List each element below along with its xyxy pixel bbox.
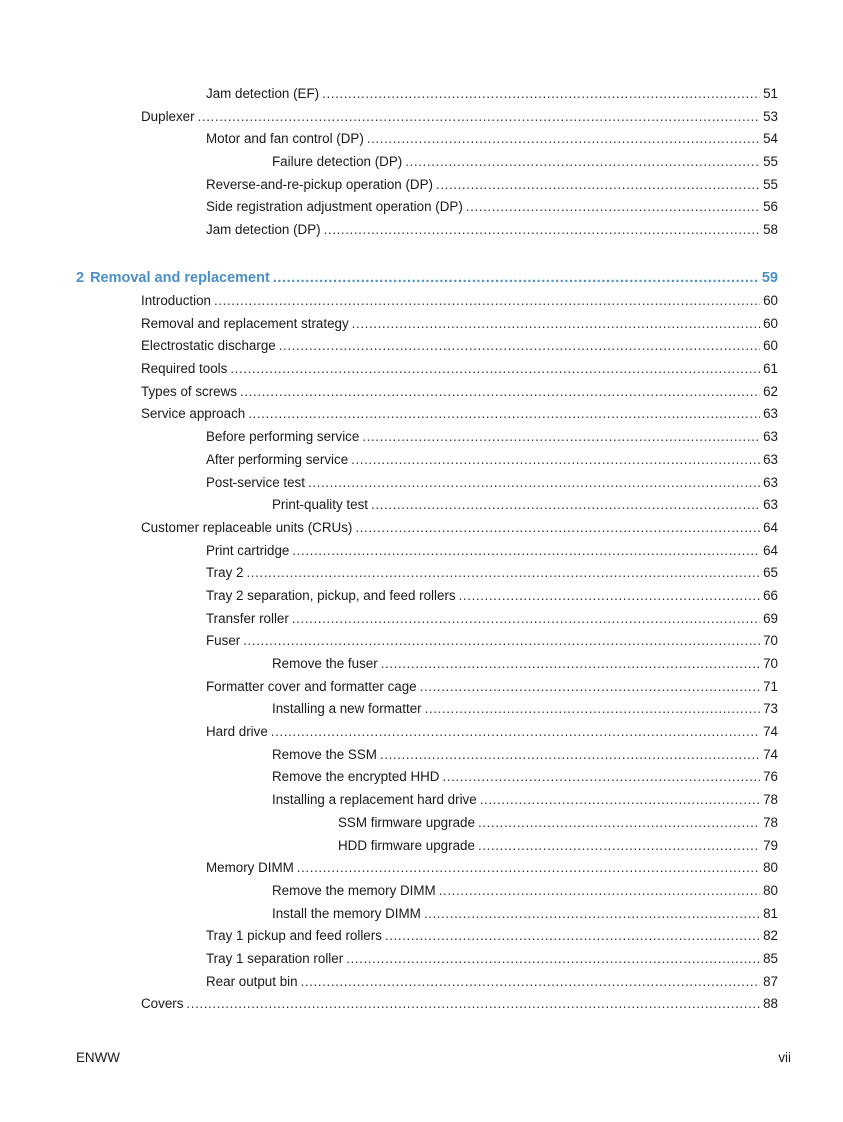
toc-entry-page-number: 54	[763, 131, 778, 147]
toc-entry-label: Installing a replacement hard drive	[272, 792, 477, 808]
toc-entry-label: Remove the SSM	[272, 746, 377, 762]
toc-entry-page-number: 55	[763, 154, 778, 170]
toc-entry[interactable]	[0, 698, 843, 721]
toc-entry-label: Service approach	[141, 406, 246, 422]
toc-entry-page-number: 79	[763, 837, 778, 853]
chapter-page-number: 59	[761, 270, 778, 286]
dot-leader	[478, 835, 760, 858]
toc-entry[interactable]	[0, 335, 843, 358]
toc-entry-label: Removal and replacement strategy	[141, 315, 349, 331]
toc-entry-label: Formatter cover and formatter cage	[206, 678, 417, 694]
dot-leader	[308, 472, 760, 495]
toc-entry-label: Tray 1 separation roller	[206, 950, 344, 966]
dot-leader	[243, 630, 760, 653]
toc-entry-page-number: 64	[763, 542, 778, 558]
toc-entry[interactable]	[0, 721, 843, 744]
toc-entry[interactable]	[0, 948, 843, 971]
dot-leader	[466, 196, 760, 219]
toc-entry-label: Introduction	[141, 293, 211, 308]
toc-entry-label: Motor and fan control (DP)	[206, 131, 364, 147]
toc-entry[interactable]	[0, 789, 843, 812]
toc-entry[interactable]	[0, 426, 843, 449]
toc-entry-page-number: 63	[763, 406, 778, 422]
toc-entry-label: Print cartridge	[206, 542, 290, 558]
toc-entry[interactable]	[0, 925, 843, 948]
toc-entry[interactable]	[0, 219, 843, 242]
toc-entry-page-number: 73	[763, 701, 778, 717]
toc-entry-page-number: 78	[763, 792, 778, 808]
toc-entry[interactable]	[0, 880, 843, 903]
toc-entry-label: Jam detection (DP)	[206, 222, 321, 238]
footer-page-number: vii	[778, 1050, 791, 1065]
toc-entry-label: Post-service test	[206, 474, 305, 490]
toc-entry-label: Install the memory DIMM	[272, 905, 421, 921]
toc-section-chapter-2	[0, 267, 843, 1016]
toc-entry-page-number: 60	[763, 315, 778, 331]
toc-entry-label: Hard drive	[206, 724, 268, 740]
toc-entry[interactable]	[0, 744, 843, 767]
toc-entry-page-number: 63	[763, 497, 778, 513]
toc-entry[interactable]	[0, 290, 843, 313]
toc-entry-label: Reverse-and-re-pickup operation (DP)	[206, 176, 433, 192]
toc-entry[interactable]	[0, 857, 843, 880]
dot-leader	[371, 494, 760, 517]
chapter-title	[76, 267, 270, 289]
toc-entry-page-number: 74	[763, 746, 778, 762]
toc-entry[interactable]	[0, 766, 843, 789]
toc-entry[interactable]	[0, 971, 843, 994]
toc-entry-page-number: 60	[763, 293, 778, 308]
dot-leader	[459, 585, 760, 608]
dot-leader	[214, 290, 760, 313]
dot-leader	[425, 698, 760, 721]
dot-leader	[351, 449, 760, 472]
chapter-title-text: Removal and replacement	[90, 270, 270, 286]
toc-entry-label: Remove the fuser	[272, 656, 378, 671]
toc-entry-page-number: 70	[763, 633, 778, 649]
toc-entry-page-number: 70	[763, 656, 778, 671]
toc-entry-page-number: 71	[763, 678, 778, 694]
dot-leader	[367, 128, 760, 151]
toc-entry[interactable]	[0, 313, 843, 336]
toc-entry[interactable]	[0, 83, 843, 106]
toc-entry-label: Types of screws	[141, 383, 237, 399]
dot-leader	[246, 562, 760, 585]
toc-entry[interactable]	[0, 174, 843, 197]
toc-entry[interactable]	[0, 196, 843, 219]
toc-entry-label: Rear output bin	[206, 973, 298, 989]
toc-entry[interactable]	[0, 993, 843, 1016]
toc-entry[interactable]	[0, 517, 843, 540]
toc-entry-page-number: 85	[763, 950, 778, 966]
toc-entry-page-number: 58	[763, 222, 778, 238]
dot-leader	[198, 106, 761, 129]
toc-entry-label: Covers	[141, 996, 184, 1012]
dot-leader	[240, 381, 760, 404]
toc-entry-page-number: 69	[763, 610, 778, 626]
toc-entry-label: HDD firmware upgrade	[338, 837, 475, 853]
toc-entry[interactable]	[0, 585, 843, 608]
toc-entry[interactable]	[0, 381, 843, 404]
toc-entry-label: Fuser	[206, 633, 241, 649]
toc-entry-page-number: 65	[763, 565, 778, 581]
dot-leader	[279, 335, 760, 358]
toc-entry-page-number: 66	[763, 587, 778, 603]
dot-leader	[273, 267, 759, 289]
toc-entry-page-number: 63	[763, 474, 778, 490]
dot-leader	[424, 903, 760, 926]
dot-leader	[248, 403, 760, 426]
dot-leader	[186, 993, 760, 1016]
toc-entry-label: Transfer roller	[206, 610, 289, 626]
dot-leader	[442, 766, 760, 789]
dot-leader	[230, 358, 760, 381]
toc-entry-page-number: 64	[763, 519, 778, 535]
toc-entry[interactable]	[0, 608, 843, 631]
toc-entry[interactable]	[0, 653, 843, 676]
toc-entry-page-number: 87	[763, 973, 778, 989]
dot-leader	[324, 219, 760, 242]
dot-leader	[385, 925, 760, 948]
toc-entry-label: Installing a new formatter	[272, 701, 422, 717]
toc-entry-label: Duplexer	[141, 108, 195, 124]
toc-entry-label: Remove the encrypted HHD	[272, 769, 440, 785]
dot-leader	[362, 426, 760, 449]
dot-leader	[380, 744, 760, 767]
toc-entry-label: Tray 2 separation, pickup, and feed rollers	[206, 587, 456, 603]
dot-leader	[436, 174, 760, 197]
toc-entry-label: After performing service	[206, 451, 349, 467]
toc-entry-page-number: 51	[763, 86, 778, 101]
toc-entry-page-number: 56	[763, 199, 778, 215]
toc-entry[interactable]	[0, 835, 843, 858]
toc-entry-page-number: 53	[763, 108, 778, 124]
dot-leader	[297, 857, 760, 880]
toc-entry[interactable]	[0, 472, 843, 495]
dot-leader	[301, 971, 761, 994]
toc-entry-page-number: 62	[763, 383, 778, 399]
toc-entry-label: Remove the memory DIMM	[272, 882, 436, 898]
toc-entry-page-number: 63	[763, 451, 778, 467]
toc-chapter-heading[interactable]	[0, 267, 843, 289]
dot-leader	[322, 83, 760, 106]
toc-entry[interactable]	[0, 106, 843, 129]
toc-entry-label: Customer replaceable units (CRUs)	[141, 519, 353, 535]
toc-entry[interactable]	[0, 903, 843, 926]
toc-entry-label: Side registration adjustment operation (DP)	[206, 199, 463, 215]
toc-entry-page-number: 55	[763, 176, 778, 192]
toc-entry-page-number: 78	[763, 814, 778, 830]
dot-leader	[355, 517, 760, 540]
dot-leader	[292, 540, 760, 563]
toc-entry[interactable]	[0, 812, 843, 835]
toc-entry-page-number: 88	[763, 996, 778, 1012]
toc-entry-label: SSM firmware upgrade	[338, 814, 475, 830]
toc-entry-label: Before performing service	[206, 429, 360, 445]
dot-leader	[478, 812, 760, 835]
toc-entry-page-number: 60	[763, 338, 778, 354]
toc-entry-label: Electrostatic discharge	[141, 338, 276, 354]
toc-entry-label: Tray 1 pickup and feed rollers	[206, 928, 382, 944]
toc-entry[interactable]	[0, 562, 843, 585]
toc-entry-label: Jam detection (EF)	[206, 86, 320, 101]
dot-leader	[292, 608, 760, 631]
toc-entry-label: Required tools	[141, 361, 228, 377]
toc-entry-label: Tray 2	[206, 565, 244, 581]
toc-entry-label: Print-quality test	[272, 497, 369, 513]
toc-section-continued	[0, 83, 843, 242]
toc-entry-page-number: 76	[763, 769, 778, 785]
dot-leader	[439, 880, 760, 903]
dot-leader	[352, 313, 760, 336]
toc-entry-page-number: 80	[763, 882, 778, 898]
dot-leader	[381, 653, 760, 676]
toc-entry[interactable]	[0, 540, 843, 563]
toc-entry[interactable]	[0, 403, 843, 426]
toc-entry-label: Failure detection (DP)	[272, 154, 403, 170]
toc-entry[interactable]	[0, 128, 843, 151]
chapter-number: 2	[76, 270, 85, 286]
toc-entry[interactable]	[0, 151, 843, 174]
dot-leader	[346, 948, 760, 971]
dot-leader	[405, 151, 760, 174]
dot-leader	[271, 721, 760, 744]
toc-entry-label: Memory DIMM	[206, 860, 294, 876]
toc-entry-page-number: 63	[763, 429, 778, 445]
toc-entry[interactable]	[0, 358, 843, 381]
dot-leader	[420, 676, 760, 699]
dot-leader	[480, 789, 760, 812]
footer-left-label: ENWW	[76, 1050, 120, 1065]
toc-entry-page-number: 74	[763, 724, 778, 740]
toc-entry[interactable]	[0, 630, 843, 653]
toc-entry-page-number: 61	[763, 361, 778, 377]
toc-entry[interactable]	[0, 494, 843, 517]
toc-entry[interactable]	[0, 676, 843, 699]
toc-entry-page-number: 81	[763, 905, 778, 921]
toc-entry-page-number: 80	[763, 860, 778, 876]
toc-entry-page-number: 82	[763, 928, 778, 944]
toc-entry[interactable]	[0, 449, 843, 472]
